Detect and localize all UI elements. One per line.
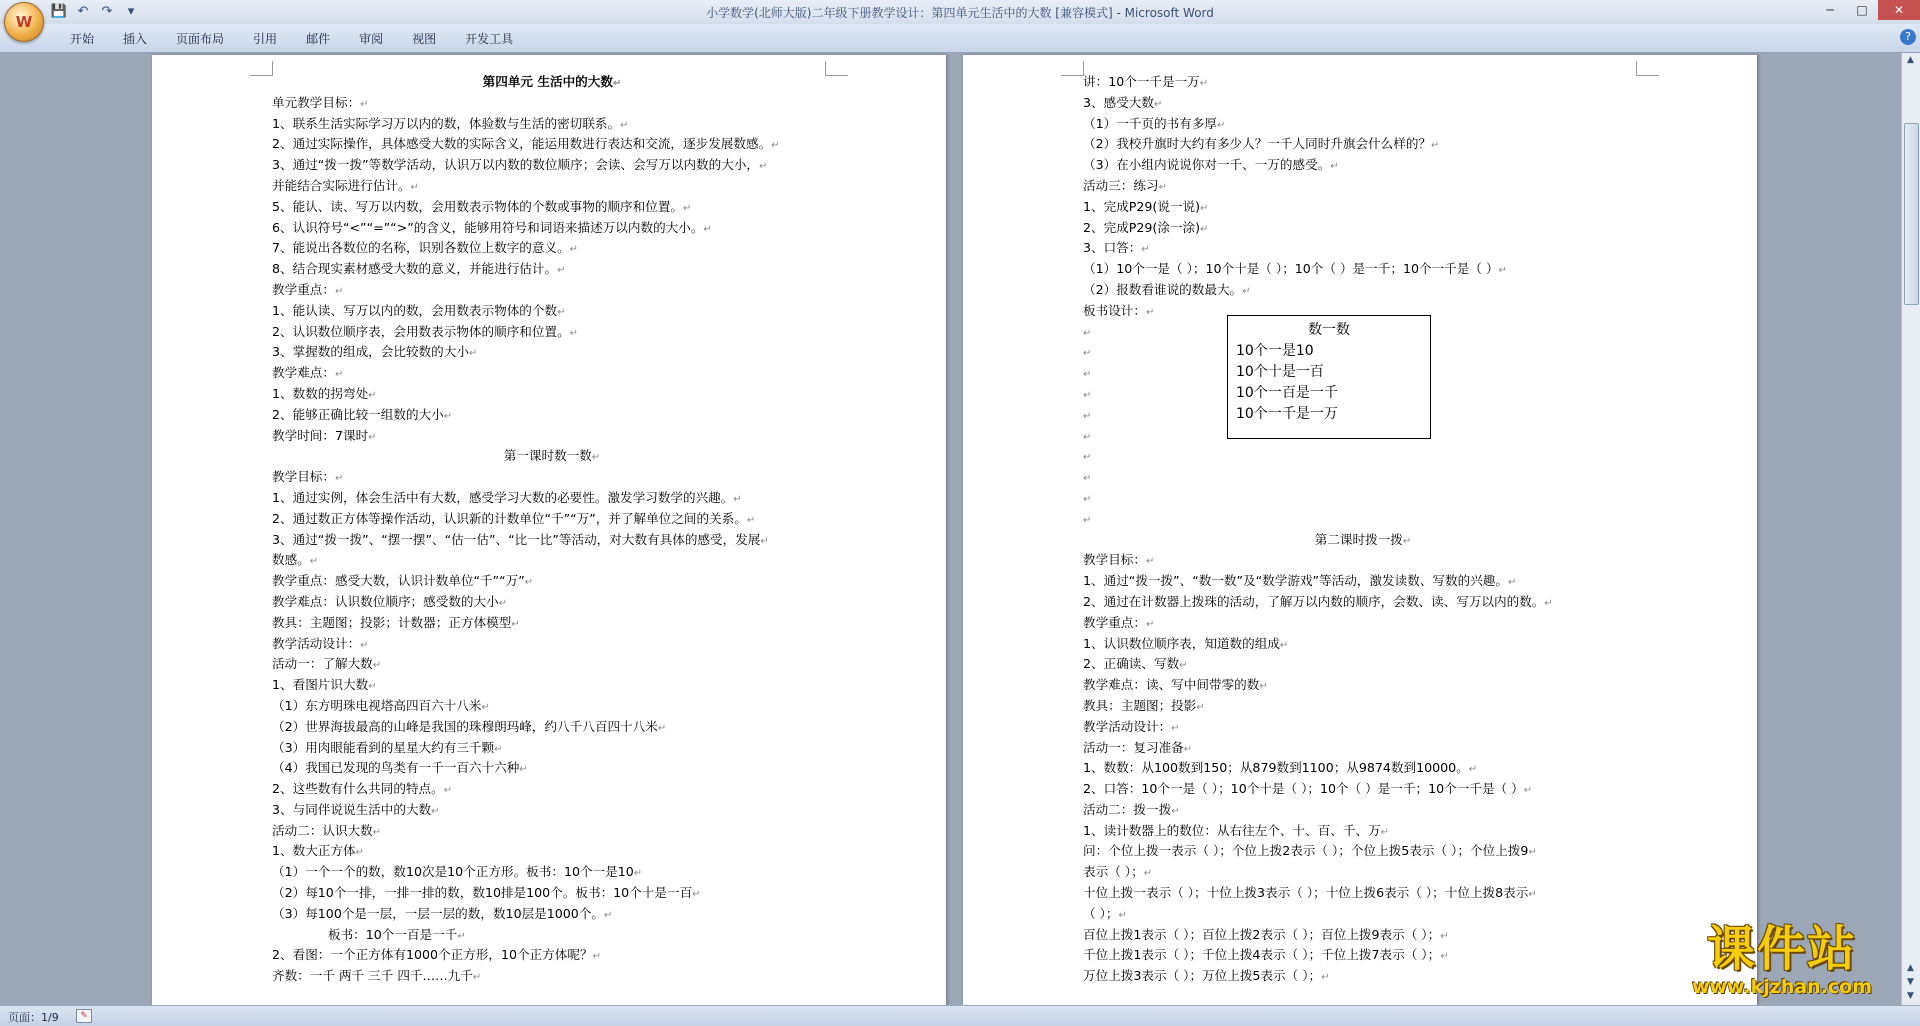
close-button[interactable]: ✕: [1878, 0, 1920, 20]
paragraph-mark-icon: ↵: [468, 348, 478, 360]
text-line: [1083, 467, 1643, 488]
paragraph-mark-icon: ↵: [524, 577, 534, 589]
line-text: 1、数大正方体: [272, 843, 356, 859]
paragraph-mark-icon: ↵: [334, 369, 344, 381]
line-text: 教学难点：: [272, 365, 335, 381]
crop-mark: [1061, 61, 1084, 76]
line-text: 板书设计：: [1083, 302, 1146, 318]
text-line: [272, 550, 832, 571]
line-text: 1、完成P29(说一说): [1083, 198, 1201, 214]
line-text: （3）在小组内说说你对一千、一万的感受。: [1083, 157, 1331, 173]
tab-3[interactable]: 引用: [253, 32, 278, 46]
tab-7[interactable]: 开发工具: [465, 32, 514, 46]
paragraph-mark-icon: ↵: [592, 951, 601, 963]
tab-2[interactable]: 页面布局: [176, 32, 225, 46]
vertical-scrollbar[interactable]: [1901, 53, 1920, 1005]
text-line: [272, 301, 832, 322]
tab-4[interactable]: 邮件: [306, 32, 331, 46]
help-icon[interactable]: ?: [1900, 29, 1916, 45]
paragraph-mark-icon: ↵: [443, 410, 453, 422]
paragraph-mark-icon: ↵: [1199, 78, 1209, 89]
text-line: [272, 134, 832, 155]
paragraph-mark-icon: ↵: [557, 306, 566, 318]
line-text: 千位上拨1表示（ ）；千位上拨4表示（ ）；千位上拨7表示（ ）；: [1083, 947, 1441, 963]
line-text: 活动一：了解大数: [272, 656, 373, 672]
maximize-button[interactable]: □: [1856, 3, 1868, 17]
text-line: [272, 738, 832, 759]
text-line: [1083, 72, 1643, 93]
text-line: [272, 322, 832, 343]
text-line: [1083, 550, 1643, 571]
paragraph-mark-icon: ↵: [1118, 909, 1127, 921]
paragraph-mark-icon: ↵: [569, 244, 579, 256]
paragraph-mark-icon: ↵: [657, 722, 667, 734]
paragraph-mark-icon: ↵: [1083, 369, 1092, 381]
paragraph-mark-icon: ↵: [511, 618, 520, 630]
line-text: 8、结合现实素材感受大数的意义，并能进行估计。: [272, 261, 558, 277]
paragraph-mark-icon: ↵: [1330, 161, 1339, 173]
line-text: （1）一个一个的数，数10次是10个正方形。板书：10个一是10: [272, 864, 634, 880]
paragraph-mark-icon: ↵: [569, 327, 579, 339]
paragraph-mark-icon: ↵: [1083, 473, 1092, 485]
line-text: 1、认识数位顺序表，知道数的组成: [1083, 635, 1280, 651]
board-item: 10个一是10: [1236, 343, 1314, 359]
paragraph-mark-icon: ↵: [760, 535, 769, 547]
text-line: [272, 571, 832, 592]
line-text: 3、与同伴说说生活中的大数: [272, 801, 432, 817]
text-line: [272, 966, 832, 987]
line-text: 3、感受大数: [1083, 94, 1154, 110]
tab-5[interactable]: 审阅: [359, 32, 384, 46]
paragraph-mark-icon: ↵: [481, 701, 490, 713]
paragraph-mark-icon: ↵: [1083, 348, 1092, 360]
line-text: （1）东方明珠电视塔高四百六十八米: [272, 697, 482, 713]
line-text: 2、这些数有什么共同的特点。: [272, 781, 444, 797]
text-line: [272, 634, 832, 655]
paragraph-mark-icon: ↵: [1153, 98, 1163, 110]
line-text: 2、能够正确比较一组数的大小: [272, 406, 444, 422]
line-text: 1、读计数器上的数位：从右往左个、十、百、千、万: [1083, 822, 1381, 838]
line-text: 第四单元 生活中的大数: [482, 74, 613, 89]
paragraph-mark-icon: ↵: [1083, 514, 1092, 526]
line-text: （1）一千页的书有多厚: [1083, 115, 1217, 131]
text-line: [1083, 945, 1643, 966]
text-line: [1083, 675, 1643, 696]
text-line: [1083, 634, 1643, 655]
text-line: [272, 446, 832, 467]
line-text: 活动二：拨一拨: [1083, 801, 1172, 817]
document-workspace: [0, 53, 1902, 1005]
paragraph-mark-icon: ↵: [334, 473, 344, 485]
redo-icon[interactable]: ↷: [101, 4, 113, 19]
paragraph-mark-icon: ↵: [1083, 493, 1092, 505]
paragraph-mark-icon: ↵: [1498, 265, 1507, 277]
line-text: 2、通过实际操作，具体感受大数的实际含义，能运用数进行表达和交流，逐步发展数感。: [272, 136, 772, 152]
crop-mark: [250, 61, 273, 76]
line-text: 教学难点：读、写中间带零的数: [1083, 677, 1260, 693]
paragraph-mark-icon: ↵: [519, 764, 528, 776]
text-line: [272, 925, 832, 946]
line-text: （3）用肉眼能看到的星星大约有三千颗: [272, 739, 495, 755]
text-line: [272, 280, 832, 301]
text-line: [1083, 197, 1643, 218]
text-line: [1083, 218, 1643, 239]
line-text: 教学目标：: [272, 469, 335, 485]
paragraph-mark-icon: ↵: [1528, 847, 1537, 859]
title-bar: [0, 0, 1920, 24]
text-line: [1083, 488, 1643, 509]
line-text: 板书：10个一百是一千: [328, 926, 458, 942]
paragraph-mark-icon: ↵: [1171, 805, 1180, 817]
line-text: 2、通过数正方体等操作活动，认识新的计数单位“千”“万”，并了解单位之间的关系。: [272, 510, 747, 526]
paragraph-mark-icon: ↵: [683, 202, 692, 214]
line-text: 1、通过实例，体会生活中有大数，感受学习大数的必要性。激发学习数学的兴趣。: [272, 489, 734, 505]
text-line: [1083, 155, 1643, 176]
line-text: 第二课时拨一拨: [1314, 531, 1403, 547]
line-text: （2）世界海拔最高的山峰是我国的珠穆朗玛峰，约八千八百四十八米: [272, 718, 658, 734]
line-text: （2）每10个一排，一排一排的数，数10排是100个。板书：10个十是一百: [272, 885, 693, 901]
paragraph-mark-icon: ↵: [1143, 868, 1153, 880]
text-line: [1083, 696, 1643, 717]
paragraph-mark-icon: ↵: [633, 868, 643, 880]
paragraph-mark-icon: ↵: [372, 826, 382, 838]
paragraph-mark-icon: ↵: [1321, 972, 1330, 984]
paragraph-mark-icon: ↵: [431, 805, 440, 817]
text-line: [272, 426, 832, 447]
paragraph-mark-icon: ↵: [1200, 223, 1209, 235]
paragraph-mark-icon: ↵: [1380, 826, 1390, 838]
line-text: 教具：主题图；投影；计数器；正方体模型: [272, 614, 512, 630]
line-text: 1、看图片识大数: [272, 677, 369, 693]
text-line: [1083, 883, 1643, 904]
line-text: 十位上拨一表示（ ）；十位上拨3表示（ ）；十位上拨6表示（ ）；十位上拨8表示: [1083, 885, 1529, 901]
text-line: [272, 758, 832, 779]
line-text: 齐数：一千 两千 三千 四千……九千: [272, 968, 473, 984]
line-text: 第一课时数一数: [503, 448, 592, 464]
paragraph-mark-icon: ↵: [591, 452, 601, 464]
line-text: 2、看图：一个正方体有1000个正方形，10个正方体呢？: [272, 947, 593, 963]
text-line: [1083, 717, 1643, 738]
text-line: [1083, 280, 1643, 301]
paragraph-mark-icon: ↵: [1145, 618, 1155, 630]
text-line: [272, 488, 832, 509]
paragraph-mark-icon: ↵: [1259, 681, 1268, 693]
text-line: [1083, 530, 1643, 551]
paragraph-mark-icon: ↵: [457, 930, 466, 942]
paragraph-mark-icon: ↵: [472, 972, 482, 984]
minimize-button[interactable]: ─: [1826, 3, 1834, 17]
text-line: [1083, 758, 1643, 779]
paragraph-mark-icon: ↵: [443, 785, 453, 797]
scrollbar-thumb[interactable]: [1904, 123, 1919, 305]
status-bar: [0, 1005, 1920, 1026]
paragraph-mark-icon: ↵: [1507, 577, 1517, 589]
blackboard-design-box: [1227, 315, 1431, 439]
tab-6[interactable]: 视图: [412, 32, 437, 46]
paragraph-mark-icon: ↵: [1145, 306, 1155, 318]
paragraph-mark-icon: ↵: [410, 181, 419, 193]
paragraph-mark-icon: ↵: [557, 265, 566, 277]
window-title: 小学数学(北师大版)二年级下册教学设计：第四单元生活中的大数 [兼容模式] - Microsoft Word: [706, 6, 1214, 20]
save-icon[interactable]: 💾: [50, 4, 68, 19]
office-logo-icon[interactable]: W: [4, 2, 44, 42]
text-line: [272, 800, 832, 821]
line-text: 6、认识符号“<”“=”“>”的含义，能够用符号和词语来描述万以内数的大小。: [272, 219, 704, 235]
prev-page-icon[interactable]: ▲: [1907, 963, 1914, 973]
text-line: [1083, 114, 1643, 135]
text-line: [272, 592, 832, 613]
line-text: 并能结合实际进行估计。: [272, 177, 411, 193]
text-line: [1083, 176, 1643, 197]
paragraph-mark-icon: ↵: [360, 98, 369, 110]
line-text: （ ）；: [1083, 905, 1119, 921]
document-page-right: [963, 55, 1757, 1005]
paragraph-mark-icon: ↵: [360, 639, 369, 651]
line-text: 3、口答：: [1083, 240, 1142, 256]
paragraph-mark-icon: ↵: [494, 743, 503, 755]
line-text: （1）10个一是（ ）；10个十是（ ）；10个（ ）是一千；10个一千是（ ）: [1083, 261, 1499, 277]
text-line: [1083, 238, 1643, 259]
text-line: [1083, 654, 1643, 675]
board-item: 10个十是一百: [1236, 364, 1324, 380]
paragraph-mark-icon: ↵: [1083, 410, 1092, 422]
page-text[interactable]: [272, 72, 832, 987]
text-line: [272, 613, 832, 634]
text-line: [272, 218, 832, 239]
paragraph-mark-icon: ↵: [1083, 327, 1092, 339]
text-line: [272, 821, 832, 842]
line-text: 教学重点：: [272, 281, 335, 297]
paragraph-mark-icon: ↵: [498, 597, 508, 609]
line-text: 3、通过“拨一拨”等数学活动，认识万以内数的数位顺序；会读、会写万以内数的大小，: [272, 157, 760, 173]
line-text: 教具：主题图；投影: [1083, 697, 1197, 713]
text-line: [272, 342, 832, 363]
line-text: 1、联系生活实际学习万以内的数，体验数与生活的密切联系。: [272, 115, 621, 131]
line-text: 数感。: [272, 552, 310, 568]
text-line: [272, 197, 832, 218]
line-text: （4）我国已发现的鸟类有一千一百六十六种: [272, 760, 520, 776]
text-line: [1083, 259, 1643, 280]
text-line: [1083, 904, 1643, 925]
text-line: [272, 93, 832, 114]
text-line: [1083, 738, 1643, 759]
text-line: [1083, 925, 1643, 946]
paragraph-mark-icon: ↵: [1402, 535, 1412, 547]
text-line: [1083, 134, 1643, 155]
line-text: 教学活动设计：: [1083, 718, 1172, 734]
text-line: [272, 155, 832, 176]
paragraph-mark-icon: ↵: [1544, 597, 1553, 609]
paragraph-mark-icon: ↵: [1141, 244, 1150, 256]
text-line: [272, 904, 832, 925]
line-text: 1、数数的拐弯处: [272, 385, 369, 401]
line-text: 1、通过“拨一拨”、“数一数”及“数学游戏”等活动，激发读数、写数的兴趣。: [1083, 573, 1508, 589]
text-line: [1083, 966, 1643, 987]
text-line: [1083, 800, 1643, 821]
line-text: 活动二：认识大数: [272, 822, 373, 838]
tab-0[interactable]: 开始: [70, 32, 95, 46]
paragraph-mark-icon: ↵: [1083, 389, 1092, 401]
line-text: 单元教学目标：: [272, 94, 361, 110]
text-line: [272, 530, 832, 551]
text-line: [1083, 592, 1643, 613]
paragraph-mark-icon: ↵: [692, 889, 701, 901]
paragraph-mark-icon: ↵: [733, 493, 742, 505]
line-text: （2）报数看谁说的数最大。: [1083, 281, 1243, 297]
paragraph-mark-icon: ↵: [334, 285, 344, 297]
line-text: 1、数数：从100数到150；从879数到1100；从9874数到10000。: [1083, 760, 1469, 776]
undo-icon[interactable]: ↶: [77, 4, 89, 19]
line-text: 教学难点：认识数位顺序；感受数的大小: [272, 593, 499, 609]
page-count[interactable]: 页面：1/9: [8, 1011, 59, 1024]
next-page-icon[interactable]: ▼: [1907, 977, 1914, 987]
paragraph-mark-icon: ↵: [372, 660, 382, 672]
scroll-down-icon[interactable]: ▼: [1907, 991, 1914, 1001]
watermark-url: www.kjzhan.com: [1691, 976, 1873, 998]
text-line: [272, 862, 832, 883]
text-line: [272, 841, 832, 862]
paragraph-mark-icon: ↵: [1179, 660, 1188, 672]
paragraph-mark-icon: ↵: [1216, 119, 1226, 131]
line-text: 问：个位上拨一表示（ ）；个位上拨2表示（ ）；个位上拨5表示（ ）；个位上拨9: [1083, 843, 1529, 859]
paragraph-mark-icon: ↵: [1440, 951, 1449, 963]
tab-list: [58, 30, 530, 47]
line-text: 5、能认、读、写万以内数，会用数表示物体的个数或事物的顺序和位置。: [272, 198, 684, 214]
line-text: 2、正确读、写数: [1083, 656, 1180, 672]
text-line: [1083, 93, 1643, 114]
line-text: 教学重点：感受大数，认识计数单位“千”“万”: [272, 573, 525, 589]
text-line: [1083, 862, 1643, 883]
page-text[interactable]: [1083, 72, 1643, 987]
text-line: [1083, 446, 1643, 467]
board-item: 10个一千是一万: [1236, 406, 1338, 422]
paragraph-mark-icon: ↵: [355, 847, 364, 859]
board-item: 10个一百是一千: [1236, 385, 1338, 401]
paragraph-mark-icon: ↵: [1242, 285, 1251, 297]
window-controls: [1814, 0, 1920, 20]
line-text: 7、能说出各数位的名称，识别各数位上数字的意义。: [272, 240, 570, 256]
text-line: [1083, 509, 1643, 530]
paragraph-mark-icon: ↵: [1279, 639, 1289, 651]
line-text: （3）每100个是一层，一层一层的数，数10层是1000个。: [272, 905, 605, 921]
text-line: [1083, 841, 1643, 862]
paragraph-mark-icon: ↵: [1083, 452, 1092, 464]
line-text: 1、能认读、写万以内的数，会用数表示物体的个数: [272, 302, 558, 318]
paragraph-mark-icon: ↵: [1431, 140, 1440, 152]
paragraph-mark-icon: ↵: [1468, 764, 1478, 776]
paragraph-mark-icon: ↵: [604, 909, 613, 921]
line-text: 2、通过在计数器上拨珠的活动，了解万以内数的顺序，会数、读、写万以内的数。: [1083, 593, 1545, 609]
paragraph-mark-icon: ↵: [771, 140, 780, 152]
text-line: [272, 654, 832, 675]
line-text: 讲：10个一千是一万: [1083, 74, 1200, 89]
paragraph-mark-icon: ↵: [1158, 181, 1167, 193]
paragraph-mark-icon: ↵: [746, 514, 756, 526]
line-text: 百位上拨1表示（ ）；百位上拨2表示（ ）；百位上拨9表示（ ）；: [1083, 926, 1441, 942]
paragraph-mark-icon: ↵: [1145, 556, 1155, 568]
text-line: [272, 114, 832, 135]
paragraph-mark-icon: ↵: [1440, 930, 1449, 942]
text-line: [272, 384, 832, 405]
text-line: [272, 883, 832, 904]
scroll-up-icon[interactable]: ▲: [1907, 55, 1914, 65]
line-text: 活动一：复习准备: [1083, 739, 1184, 755]
watermark-title: 课件站: [1706, 921, 1857, 977]
paragraph-mark-icon: ↵: [1183, 743, 1193, 755]
paragraph-mark-icon: ↵: [309, 556, 319, 568]
text-line: [272, 696, 832, 717]
document-page-left: [152, 55, 946, 1005]
text-line: [272, 405, 832, 426]
text-line: [272, 779, 832, 800]
text-line: [272, 72, 832, 93]
text-line: [272, 945, 832, 966]
line-text: 教学时间：7课时: [272, 427, 369, 443]
text-line: [272, 717, 832, 738]
customize-icon[interactable]: ▾: [127, 4, 135, 19]
text-line: [272, 176, 832, 197]
tab-1[interactable]: 插入: [123, 32, 148, 46]
line-text: 2、完成P29(涂一涂): [1083, 219, 1201, 235]
paragraph-mark-icon: ↵: [1523, 785, 1533, 797]
paragraph-mark-icon: ↵: [368, 681, 377, 693]
text-line: [272, 509, 832, 530]
text-line: [272, 675, 832, 696]
line-text: 教学目标：: [1083, 552, 1146, 568]
ribbon-tabs: [0, 24, 1920, 53]
line-text: 3、掌握数的组成，会比较数的大小: [272, 344, 469, 360]
text-line: [1083, 821, 1643, 842]
text-line: [1083, 779, 1643, 800]
line-text: 教学活动设计：: [272, 635, 361, 651]
paragraph-mark-icon: ↵: [1196, 701, 1205, 713]
paragraph-mark-icon: ↵: [1083, 431, 1092, 443]
paragraph-mark-icon: ↵: [620, 119, 629, 131]
paragraph-mark-icon: ↵: [612, 78, 622, 89]
paragraph-mark-icon: ↵: [368, 389, 377, 401]
line-text: （2）我校升旗时大约有多少人？一千人同时升旗会什么样的？: [1083, 136, 1432, 152]
paragraph-mark-icon: ↵: [1200, 202, 1209, 214]
proofing-icon[interactable]: ✎: [76, 1009, 92, 1023]
text-line: [272, 259, 832, 280]
paragraph-mark-icon: ↵: [759, 161, 768, 173]
paragraph-mark-icon: ↵: [1528, 889, 1537, 901]
line-text: 3、通过“拨一拨”、“摆一摆”、“估一估”、“比一比”等活动，对大数有具体的感受，发展: [272, 531, 761, 547]
text-line: [272, 238, 832, 259]
text-line: [272, 467, 832, 488]
line-text: 教学重点：: [1083, 614, 1146, 630]
text-line: [1083, 613, 1643, 634]
line-text: 2、认识数位顺序表，会用数表示物体的顺序和位置。: [272, 323, 570, 339]
text-line: [272, 363, 832, 384]
line-text: 表示（ ）；: [1083, 864, 1144, 880]
paragraph-mark-icon: ↵: [368, 431, 377, 443]
paragraph-mark-icon: ↵: [1171, 722, 1180, 734]
board-title: 数一数: [1308, 322, 1350, 338]
text-line: [1083, 571, 1643, 592]
watermark-logo: [1666, 922, 1898, 1002]
line-text: 2、口答：10个一是（ ）；10个十是（ ）；10个（ ）是一千；10个一千是（ ）: [1083, 781, 1524, 797]
paragraph-mark-icon: ↵: [703, 223, 712, 235]
line-text: 活动三：练习: [1083, 177, 1159, 193]
line-text: 万位上拨3表示（ ）；万位上拨5表示（ ）；: [1083, 968, 1322, 984]
